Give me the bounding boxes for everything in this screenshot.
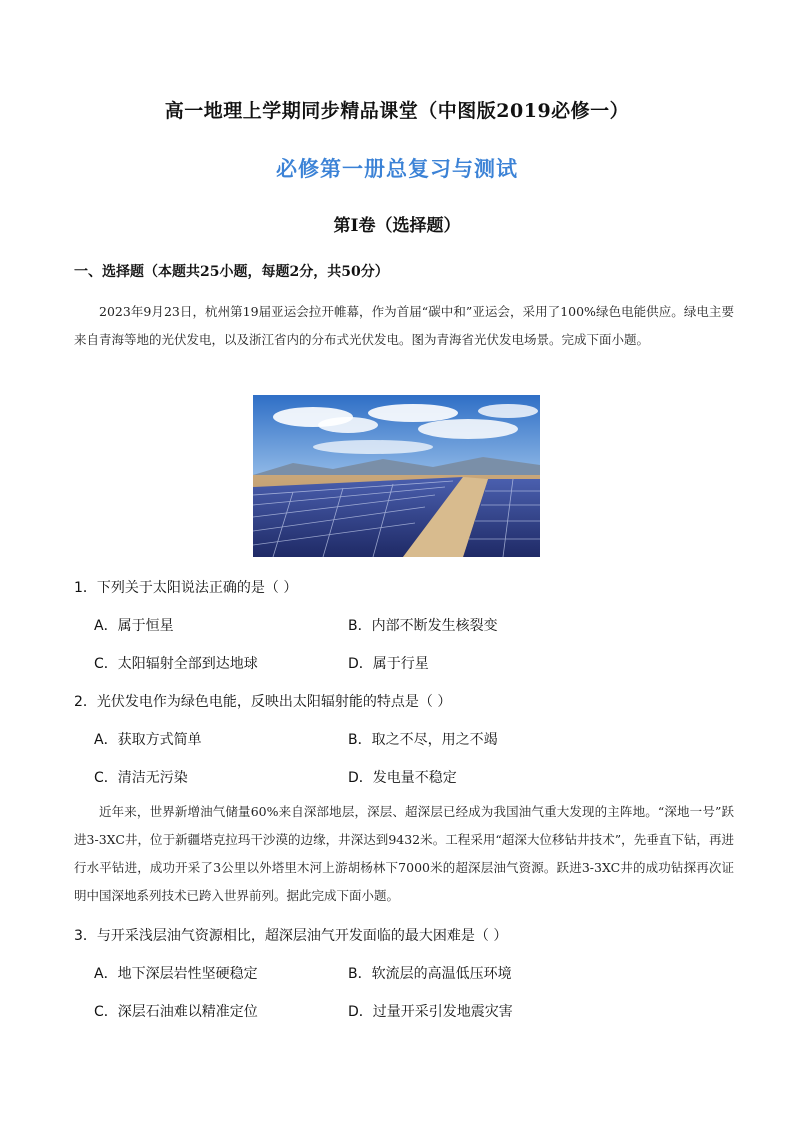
question-1-option-b[interactable]: B．内部不断发生核裂变 [348,618,498,634]
question-2-stem: 2．光伏发电作为绿色电能，反映出太阳辐射能的特点是（ ） [74,694,452,710]
question-2-option-c[interactable]: C．清洁无污染 [94,770,188,786]
reading-passage-2: 近年来，世界新增油气储量60%来自深部地层，深层、超深层已经成为我国油气重大发现的主阵地。“深地一号”跃进3-3XC井，位于新疆塔克拉玛干沙漠的边缘，井深达到9432米。工程采用“超深大位移钻井技术”，先垂直下钻，再进行水平钻进，成功开采了3公里以外塔里木河上游胡杨林下7000米的超深层油气资源。跃进3-3XC井的成功钻探再次证明中国深地系列技术已跨入世界前列。据此完成下面小题。 [74,804,734,903]
document-subtitle: 必修第一册总复习与测试 [276,157,518,181]
question-1-option-d[interactable]: D．属于行星 [348,656,429,672]
question-2-option-a[interactable]: A．获取方式简单 [94,732,202,748]
document-title: 高一地理上学期同步精品课堂（中图版2019必修一） [164,100,630,122]
question-3-option-a[interactable]: A．地下深层岩性坚硬稳定 [94,966,258,982]
question-2-option-d[interactable]: D．发电量不稳定 [348,770,457,786]
solar-farm-photo [253,395,540,557]
question-1-stem: 1．下列关于太阳说法正确的是（ ） [74,580,298,596]
question-3-option-c[interactable]: C．深层石油难以精准定位 [94,1004,258,1020]
question-3-option-d[interactable]: D．过量开采引发地震灾害 [348,1004,513,1020]
question-3-option-b[interactable]: B．软流层的高温低压环境 [348,966,512,982]
question-2-option-b[interactable]: B．取之不尽，用之不竭 [348,732,498,748]
reading-passage-1: 2023年9月23日，杭州第19届亚运会拉开帷幕，作为首届“碳中和”亚运会，采用了100%绿色电能供应。绿电主要来自青海等地的光伏发电，以及浙江省内的分布式光伏发电。图为青海省光伏发电场景。完成下面小题。 [74,304,734,347]
question-1-option-a[interactable]: A．属于恒星 [94,618,174,634]
volume-title: 第I卷（选择题） [333,216,461,236]
question-1-option-c[interactable]: C．太阳辐射全部到达地球 [94,656,258,672]
question-3-stem: 3．与开采浅层油气资源相比，超深层油气开发面临的最大困难是（ ） [74,928,508,944]
section-heading: 一、选择题（本题共25小题，每题2分，共50分） [74,264,389,280]
